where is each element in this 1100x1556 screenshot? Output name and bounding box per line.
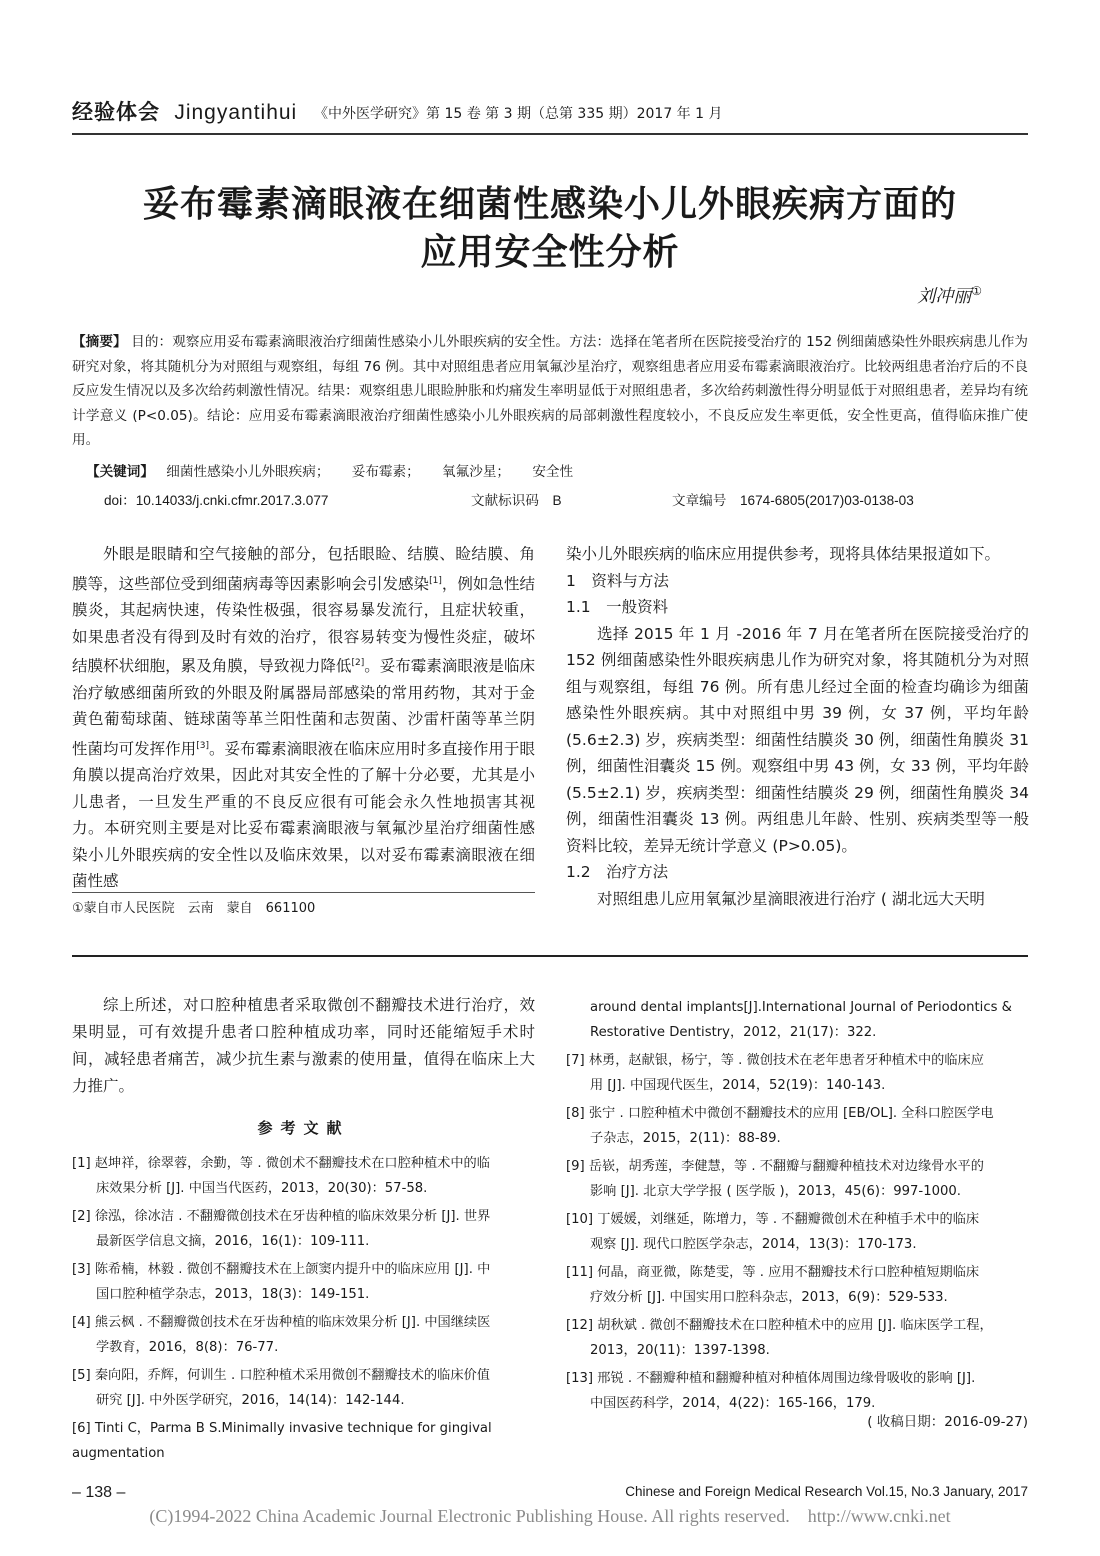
reference-text: [2] 徐泓，徐冰洁 . 不翻瓣微创技术在牙齿种植的临床效果分析 [J]. 世界 — [72, 1209, 491, 1224]
journal-footer: Chinese and Foreign Medical Research Vol.15, No.3 January, 2017 — [625, 1484, 1028, 1499]
subsection-heading: 1.2 治疗方法 — [566, 863, 669, 881]
reference-text: 子杂志，2015，2(11)：88-89. — [590, 1130, 781, 1146]
reference-text: 最新医学信息文摘，2016，16(1)：109-111. — [96, 1233, 370, 1249]
reference-item — [566, 1208, 1028, 1257]
reference-text: 疗效分析 [J]. 中国实用口腔科杂志，2013，6(9)：529-533. — [590, 1289, 948, 1305]
body-text: 。妥布霉素滴眼液是临床治疗敏感细菌所致的外眼及附属器局部感染的常用药物，其对于金黄色葡萄球菌、链球菌等革兰阳性菌和志贺菌、沙雷杆菌等革兰阴性菌均可发挥作用 — [72, 657, 535, 758]
body-paragraph — [72, 541, 535, 895]
reference-text: 中国医药科学，2014，4(22)：165-166，179. — [590, 1395, 876, 1411]
reference-text: 2013，20(11)：1397-1398. — [590, 1342, 770, 1358]
reference-item — [72, 1258, 535, 1307]
reference-text: [4] 熊云枫 . 不翻瓣微创技术在牙齿种植的临床效果分析 [J]. 中国继续医 — [72, 1315, 491, 1330]
reference-item — [72, 1205, 535, 1254]
footnote-rule — [72, 892, 535, 893]
reference-text: 观察 [J]. 现代口腔医学杂志，2014，13(3)：170-173. — [590, 1236, 917, 1252]
reference-text: [3] 陈希楠，林毅 . 微创不翻瓣技术在上颌窦内提升中的临床应用 [J]. 中 — [72, 1262, 491, 1277]
reference-text: around dental implants[J].International Journal of Periodontics & — [590, 1000, 1012, 1015]
abstract — [72, 330, 1028, 453]
reference-item — [72, 1364, 535, 1413]
header-rule — [72, 133, 1028, 135]
received-date: ( 收稿日期：2016-09-27) — [867, 1414, 1028, 1430]
citation[interactable]: [2] — [351, 658, 365, 669]
doi[interactable]: doi：10.14033/j.cnki.cfmr.2017.3.077 — [104, 493, 329, 508]
keywords — [86, 460, 591, 480]
reference-text: 影响 [J]. 北京大学学报 ( 医学版 )，2013，45(6)：997-1000. — [590, 1183, 961, 1199]
author-footnote-mark: ① — [971, 284, 982, 298]
body-text: ，例如急性结膜炎，其起病快速，传染性极强，很容易暴发流行，且症状较重，如果患者没有得到及时有效的治疗，很容易转变为慢性炎症，破坏结膜杯状细胞，累及角膜，导致视力降低 — [72, 574, 535, 676]
page-number: – 138 – — [72, 1484, 126, 1501]
reference-item — [566, 1049, 1028, 1098]
reference-text: [13] 邢锐 . 不翻瓣种植和翻瓣种植对种植体周围边缘骨吸收的影响 [J]. — [566, 1371, 976, 1386]
reference-item — [566, 1261, 1028, 1310]
references-title: 参考文献 — [257, 1119, 350, 1137]
article-title-line1: 妥布霉素滴眼液在细菌性感染小儿外眼疾病方面的 — [142, 184, 957, 225]
body-right-column — [566, 541, 1029, 912]
body-paragraph: 选择 2015 年 1 月 -2016 年 7 月在笔者所在医院接受治疗的 152 例细菌感染性外眼疾病患儿作为研究对象，将其随机分为对照组与观察组，每组 76 例。所有患儿经过全面的检查均确诊为细菌感染性外眼疾病。其中对照组中男 39 例，女 37 例，平均年龄 (5.6±2.3) 岁，疾病类型：细菌性结膜炎 30 例，细菌性角膜炎 31 例，细菌性泪囊炎 15 例。观察组中男 43 例，女 33 例，平均年龄 (5.5±2.1) 岁，疾病类型：细菌性结膜炎 29 例，细菌性角膜炎 34 例，细菌性泪囊炎 13 例。两组患儿年龄、性别、疾病类型等一般资料比较，差异无统计学意义 (P>0.05)。 — [566, 624, 1029, 855]
article-number: 文章编号 1674-6805(2017)03-0138-03 — [672, 493, 914, 508]
abstract-text: 目的：观察应用妥布霉素滴眼液治疗细菌性感染小儿外眼疾病的安全性。方法：选择在笔者所在医院接受治疗的 152 例细菌感染性外眼疾病患儿作为研究对象，将其随机分为对照组与观察组，每组 76 例。其中对照组患者应用氧氟沙星治疗，观察组患者应用妥布霉素滴眼液治疗。比较两组患者治疗后的不良反应发生情况以及多次给药刺激性情况。结果：观察组患儿眼睑肿胀和灼痛发生率明显低于对照组患者，多次给药刺激性得分明显低于对照组患者，差异均有统计学意义 (P<0.05)。结论：应用妥布霉素滴眼液治疗细菌性感染小儿外眼疾病的局部刺激性程度较小，不良反应发生率更低，安全性更高，值得临床推广使用。 — [72, 334, 1029, 448]
document-mark: 文献标识码 B — [471, 493, 562, 508]
reference-text: [9] 岳嵚，胡秀莲，李健慧，等 . 不翻瓣与翻瓣种植技术对边缘骨水平的 — [566, 1159, 984, 1174]
section-name-en: Jingyantihui — [174, 101, 298, 124]
section-divider — [72, 955, 1028, 957]
references-right — [566, 996, 1028, 1420]
reference-text: Restorative Dentistry，2012，21(17)：322. — [590, 1024, 877, 1040]
reference-item — [566, 1155, 1028, 1204]
reference-item — [72, 1311, 535, 1360]
subsection-heading: 1.1 一般资料 — [566, 598, 669, 616]
affiliation-footnote: ①蒙自市人民医院 云南 蒙自 661100 — [72, 901, 316, 916]
body-paragraph: 染小儿外眼疾病的临床应用提供参考，现将具体结果报道如下。 — [566, 545, 1001, 563]
keywords-label: 【关键词】 — [86, 464, 154, 480]
reference-text: [6] Tinti C，Parma B S.Minimally invasive technique for gingival augmentation — [72, 1421, 492, 1461]
journal-issue: 《中外医学研究》第 15 卷 第 3 期（总第 335 期）2017 年 1 月 — [314, 106, 723, 122]
body-left-column — [72, 541, 535, 895]
copyright-notice: (C)1994-2022 China Academic Journal Electronic Publishing House. All rights reserved. http://www.cnki.net — [149, 1506, 951, 1526]
reference-text: [10] 丁媛媛，刘继延，陈增力，等 . 不翻瓣微创术在种植手术中的临床 — [566, 1212, 980, 1227]
conclusion-paragraph: 综上所述，对口腔种植患者采取微创不翻瓣技术进行治疗，效果明显，可有效提升患者口腔种植成功率，同时还能缩短手术时间，减轻患者痛苦，减少抗生素与激素的使用量，值得在临床上大力推广。 — [72, 996, 535, 1095]
reference-item — [566, 1102, 1028, 1151]
reference-text: 床效果分析 [J]. 中国当代医药，2013，20(30)：57-58. — [96, 1180, 428, 1196]
section-heading: 1 资料与方法 — [566, 571, 669, 590]
reference-item — [566, 1314, 1028, 1363]
keyword: 细菌性感染小儿外眼疾病； — [166, 464, 330, 480]
author — [917, 282, 982, 308]
citation[interactable]: [3] — [196, 740, 209, 751]
reference-text: 研究 [J]. 中外医学研究，2016，14(14)：142-144. — [96, 1392, 405, 1408]
reference-text: [11] 何晶，商亚微，陈楚雯，等 . 应用不翻瓣技术行口腔种植短期临床 — [566, 1265, 980, 1280]
body-text: 外眼是眼睛和空气接触的部分，包括眼睑、结膜、睑结膜、角膜等，这些部位受到细菌病毒等因素影响会引发感染 — [72, 545, 535, 593]
reference-text: [5] 秦向阳，乔辉，何训生 . 口腔种植术采用微创不翻瓣技术的临床价值 — [72, 1368, 490, 1383]
reference-item — [72, 1417, 535, 1466]
reference-item — [566, 1367, 1028, 1416]
body-text: 。妥布霉素滴眼液在临床应用时多直接作用于眼角膜以提高治疗效果，因此对其安全性的了解十分必要，尤其是小儿患者，一旦发生严重的不良反应很有可能会永久性地损害其视力。本研究则主要是对比妥布霉素滴眼液与氧氟沙星治疗细菌性感染小儿外眼疾病的安全性以及临床效果，以对妥布霉素滴眼液在细菌性感 — [72, 739, 535, 891]
citation[interactable]: [1] — [429, 575, 442, 586]
reference-text: [7] 林勇，赵献银，杨宁，等 . 微创技术在老年患者牙种植术中的临床应 — [566, 1053, 984, 1068]
reference-item — [566, 996, 1028, 1045]
section-name-cn: 经验体会 — [72, 100, 160, 124]
reference-text: 国口腔种植学杂志，2013，18(3)：149-151. — [96, 1286, 370, 1302]
reference-text: [8] 张宁 . 口腔种植术中微创不翻瓣技术的应用 [EB/OL]. 全科口腔医学电 — [566, 1106, 994, 1121]
references-left — [72, 1152, 535, 1470]
keyword: 妥布霉素； — [351, 464, 420, 480]
article-title-line2: 应用安全性分析 — [420, 232, 680, 273]
reference-text: [12] 胡秋斌 . 微创不翻瓣技术在口腔种植术中的应用 [J]. 临床医学工程， — [566, 1318, 993, 1333]
reference-text: 用 [J]. 中国现代医生，2014，52(19)：140-143. — [590, 1077, 886, 1093]
keyword: 氧氟沙星； — [442, 464, 511, 480]
body-paragraph: 对照组患儿应用氧氟沙星滴眼液进行治疗 ( 湖北远大天明 — [597, 889, 985, 908]
author-name: 刘冲丽 — [917, 286, 972, 307]
abstract-label: 【摘要】 — [72, 334, 127, 350]
keyword: 安全性 — [532, 464, 574, 480]
section-header — [72, 96, 297, 126]
reference-text: 学教育，2016，8(8)：76-77. — [96, 1339, 279, 1355]
reference-item — [72, 1152, 535, 1201]
reference-text: [1] 赵坤祥，徐翠蓉，余勤，等 . 微创术不翻瓣技术在口腔种植术中的临 — [72, 1156, 490, 1171]
